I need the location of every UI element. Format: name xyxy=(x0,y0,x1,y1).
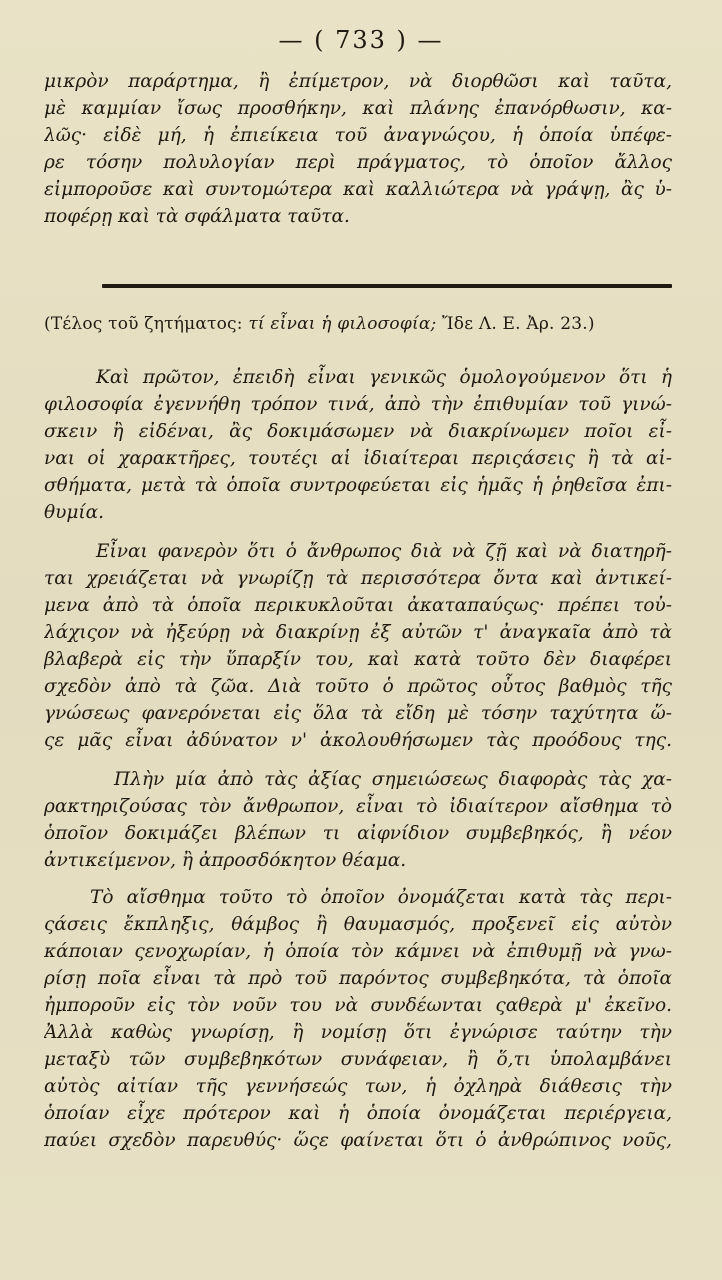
text-line: ὁποῖον δοκιμάζει βλέπων τι αἰφνίδιον συμβεβηκός, ἢ νέον xyxy=(44,823,672,844)
text-line: ρακτηριζούσας τὸν ἄνθρωπον, εἶναι τὸ ἰδιαίτερον αἴσθημα τὸ xyxy=(44,796,672,817)
text-line: μεταξὺ τῶν συμβεβηκότων συνάφειαν, ἢ ὅ,τι ὑπολαμβάνει xyxy=(44,1049,672,1070)
text-line: Εἶναι φανερὸν ὅτι ὁ ἄνθρωπος διὰ νὰ ζῇ καὶ νὰ διατηρῆ- xyxy=(96,541,672,562)
text-line: ποφέρῃ καὶ τὰ σφάλματα ταῦτα. xyxy=(44,206,350,227)
text-line: εἰμποροῦσε καὶ συντομώτερα καὶ καλλιώτερα νὰ γράψῃ, ἂς ὑ- xyxy=(44,179,672,200)
text-line: Τὸ αἴσθημα τοῦτο τὸ ὁποῖον ὀνομάζεται κατὰ τὰς περι- xyxy=(90,887,672,908)
section-title-question: τί εἶναι ἡ φιλοσοφία; xyxy=(248,314,437,334)
text-line: μενα ἀπὸ τὰ ὁποῖα περικυκλοῦται ἀκαταπαύςως· πρέπει τοὐ- xyxy=(44,595,672,616)
text-line: ναι οἱ χαρακτῆρες, τουτέςι αἱ ἰδιαίτεραι περιςάσεις ἢ τὰ αἰ- xyxy=(44,448,672,469)
section-title-prefix: (Τέλος τοῦ ζητήματος: xyxy=(44,314,249,334)
text-line: βλαβερὰ εἰς τὴν ὕπαρξίν του, καὶ κατὰ τοῦτο δὲν διαφέρει xyxy=(44,649,672,670)
text-line: ςάσεις ἔκπληξις, θάμβος ἢ θαυμασμός, προξενεῖ εἰς αὐτὸν xyxy=(44,914,672,935)
text-line: θυμία. xyxy=(44,502,105,523)
text-line: κάποιαν ςενοχωρίαν, ἡ ὁποία τὸν κάμνει νὰ ἐπιθυμῇ νὰ γνω- xyxy=(44,941,672,962)
text-line: ςε μᾶς εἶναι ἀδύνατον ν' ἀκολουθήσωμεν τὰς προόδους της. xyxy=(44,730,672,751)
text-line: λῶς· εἰδὲ μή, ἡ ἐπιείκεια τοῦ ἀναγνώςου, ἡ ὁποία ὑπέφε- xyxy=(44,125,672,146)
text-line: Πλὴν μία ἀπὸ τὰς ἀξίας σημειώσεως διαφορὰς τὰς χα- xyxy=(114,769,672,790)
page-number: — ( 733 ) — xyxy=(278,26,444,54)
text-line: λάχιςον νὰ ἠξεύρῃ νὰ διακρίνῃ ἐξ αὐτῶν τ' ἀναγκαῖα ἀπὸ τὰ xyxy=(44,622,672,643)
text-line: ται χρειάζεται νὰ γνωρίζῃ τὰ περισσότερα ὄντα καὶ ἀντικεί- xyxy=(44,568,672,589)
text-line: ρίσῃ ποῖα εἶναι τὰ πρὸ τοῦ παρόντος συμβεβηκότα, τὰ ὁποῖα xyxy=(44,968,672,989)
section-title-suffix: Ἴδε Λ. Ε. Ἀρ. 23.) xyxy=(436,314,595,334)
text-line: Καὶ πρῶτον, ἐπειδὴ εἶναι γενικῶς ὁμολογούμενον ὅτι ἡ xyxy=(96,367,672,388)
section-divider xyxy=(102,284,672,288)
text-line: σθήματα, μετὰ τὰ ὁποῖα συντροφεύεται εἰς ἡμᾶς ἡ ῥηθεῖσα ἐπι- xyxy=(44,475,672,496)
paragraph-2 xyxy=(44,538,672,754)
text-line: ὁποίαν εἶχε πρότερον καὶ ἡ ὁποία ὀνομάζεται περιέργεια, xyxy=(44,1103,672,1124)
text-line: ἀντικείμενον, ἢ ἀπροσδόκητον θέαμα. xyxy=(44,850,407,871)
intro-paragraph xyxy=(44,68,672,230)
text-line: σχεδὸν ἀπὸ τὰ ζῶα. Διὰ τοῦτο ὁ πρῶτος οὗτος βαθμὸς τῆς xyxy=(44,676,672,697)
text-line: παύει σχεδὸν παρευθύς· ὥςε φαίνεται ὅτι ὁ ἀνθρώπινος νοῦς, xyxy=(44,1130,672,1151)
text-line: αὐτὸς αἰτίαν τῆς γεννήσεώς των, ἡ ὀχληρὰ διάθεσις τὴν xyxy=(44,1076,672,1097)
text-line: ρε τόσην πολυλογίαν περὶ πράγματος, τὸ ὁποῖον ἄλλος xyxy=(44,152,672,173)
text-line: μικρὸν παράρτημα, ἢ ἐπίμετρον, νὰ διορθῶσι καὶ ταῦτα, xyxy=(44,71,672,92)
text-line: φιλοσοφία ἐγεννήθη τρόπον τινά, ἀπὸ τὴν ἐπιθυμίαν τοῦ γινώ- xyxy=(44,394,672,415)
text-line: γνώσεως φανερόνεται εἰς ὅλα τὰ εἴδη μὲ τόσην ταχύτητα ὥ- xyxy=(44,703,672,724)
paragraph-4 xyxy=(44,884,672,1154)
paragraph-3 xyxy=(44,766,672,874)
paragraph-1 xyxy=(44,364,672,526)
text-line: μὲ καμμίαν ἴσως προσθήκην, καὶ πλάνης ἐπανόρθωσιν, κα- xyxy=(44,98,672,119)
text-line: Ἀλλὰ καθὼς γνωρίσῃ, ἢ νομίσῃ ὅτι ἐγνώρισε ταύτην τὴν xyxy=(44,1022,672,1043)
section-title xyxy=(44,314,678,334)
text-line: ἠμποροῦν εἰς τὸν νοῦν του νὰ συνδέωνται ςαθερὰ μ' ἐκεῖνο. xyxy=(44,995,672,1016)
text-line: σκειν ἢ εἰδέναι, ἂς δοκιμάσωμεν νὰ διακρίνωμεν ποῖοι εἶ- xyxy=(44,421,672,442)
